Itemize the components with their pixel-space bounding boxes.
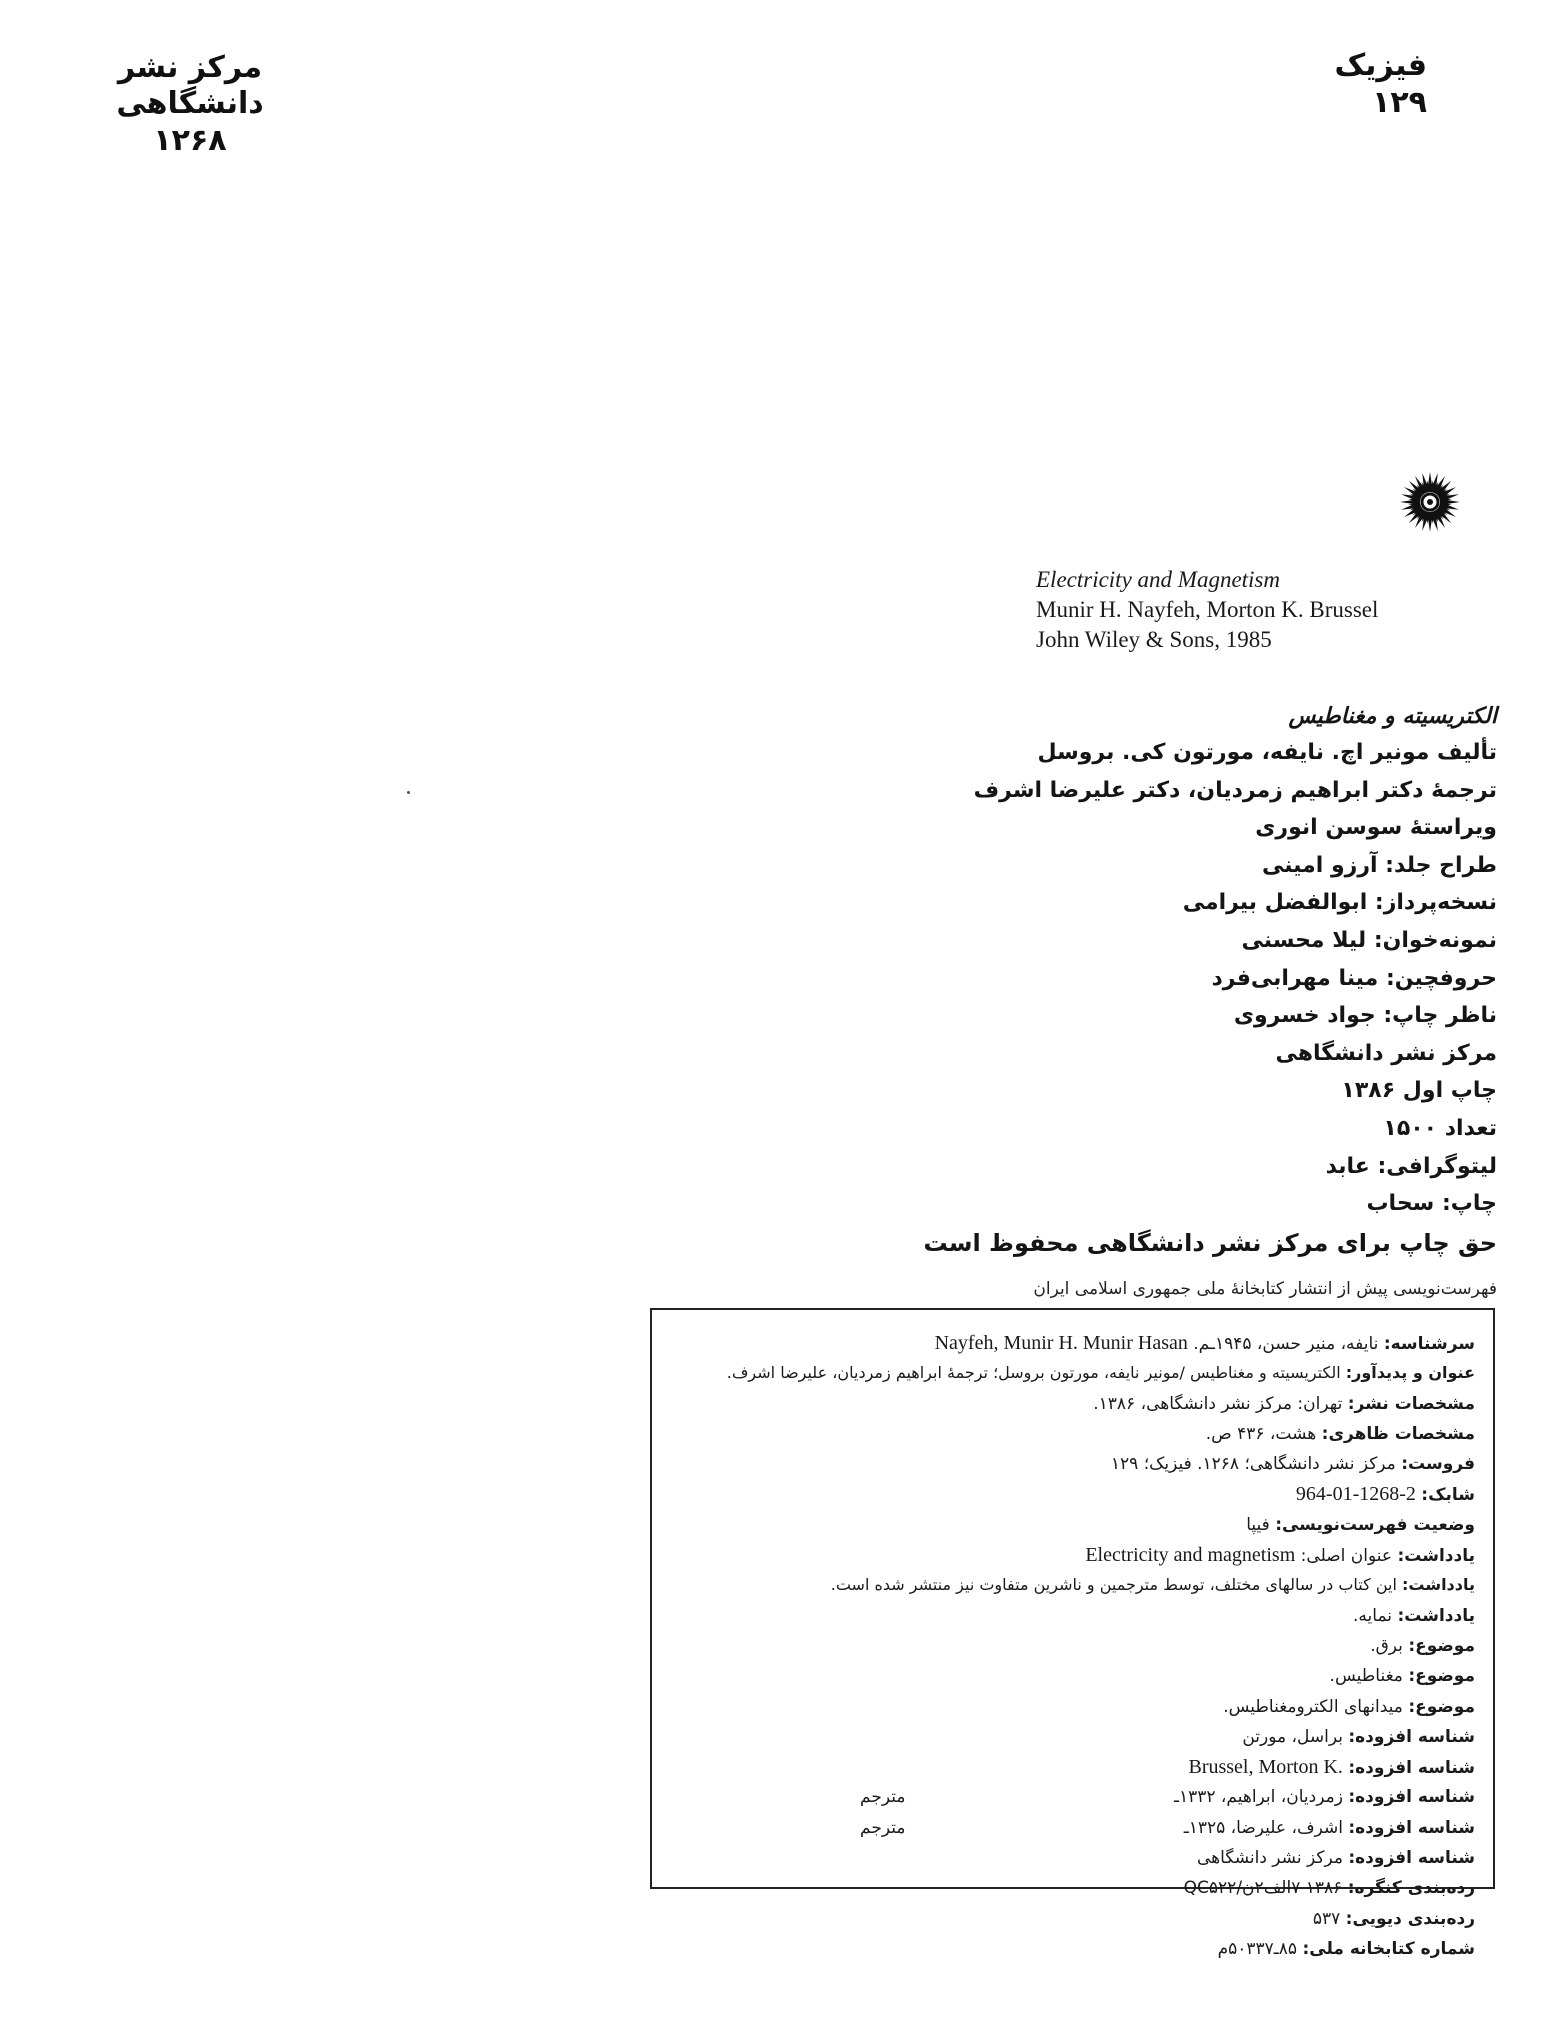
catalog-row-label: فروست: bbox=[1401, 1454, 1475, 1475]
catalog-row-label: شناسه افزوده: bbox=[1348, 1787, 1475, 1808]
catalog-row bbox=[660, 1722, 1475, 1752]
stray-dot bbox=[407, 791, 410, 794]
credit-line: ناظر چاپ: جواد خسروی bbox=[1233, 1003, 1497, 1029]
catalog-caption: فهرست‌نویسی پیش از انتشار کتابخانهٔ ملی جمهوری اسلامی ایران bbox=[1033, 1279, 1497, 1299]
header-series-block bbox=[1167, 48, 1427, 122]
catalog-row-label: شناسه افزوده: bbox=[1348, 1758, 1475, 1779]
catalog-row-label: مشخصات ظاهری: bbox=[1321, 1423, 1475, 1444]
catalog-row-label: موضوع: bbox=[1408, 1635, 1475, 1656]
catalog-row-label: شناسه افزوده: bbox=[1348, 1848, 1475, 1869]
catalog-row bbox=[660, 1510, 1475, 1540]
catalog-row-value: مرکز نشر دانشگاهی bbox=[1197, 1848, 1343, 1869]
catalog-row-label: سرشناسه: bbox=[1383, 1334, 1475, 1354]
catalog-row bbox=[660, 1419, 1475, 1449]
catalog-row bbox=[660, 1934, 1475, 1964]
catalog-row-label: شماره کتابخانه ملی: bbox=[1302, 1938, 1475, 1959]
catalog-row bbox=[660, 1661, 1475, 1691]
catalog-row-label: یادداشت: bbox=[1397, 1546, 1475, 1567]
catalog-row-value: میدانهای الکترومغناطیس. bbox=[1223, 1696, 1403, 1717]
credit-line: چاپ: سحاب bbox=[1366, 1191, 1497, 1217]
catalog-row bbox=[660, 1449, 1475, 1479]
credit-line: طراح جلد: آرزو امینی bbox=[1261, 852, 1497, 878]
catalog-row-value: زمردیان، ابراهیم، ۱۳۳۲ـ bbox=[1174, 1787, 1343, 1808]
credit-line: چاپ اول ۱۳۸۶ bbox=[1341, 1078, 1497, 1104]
catalog-row bbox=[660, 1601, 1475, 1631]
english-publisher: John Wiley & Sons, 1985 bbox=[1036, 627, 1272, 652]
series-name: فیزیک bbox=[1334, 48, 1427, 83]
catalog-row bbox=[660, 1631, 1475, 1661]
credit-line: تعداد ۱۵۰۰ bbox=[1383, 1115, 1497, 1141]
catalog-row-value: نایفه، منیر حسن، ۱۹۴۵ـم. bbox=[1193, 1334, 1379, 1354]
cataloging-record-box bbox=[650, 1308, 1495, 1959]
catalog-row-latin-value: 964-01-1268-2 bbox=[1295, 1483, 1416, 1506]
catalog-row-value: برق. bbox=[1370, 1635, 1403, 1656]
publisher-number: ۱۲۶۸ bbox=[153, 123, 227, 158]
catalog-row-label: یادداشت: bbox=[1397, 1605, 1475, 1626]
credit-line: نسخه‌پرداز: ابوالفضل بیرامی bbox=[1182, 890, 1497, 916]
catalog-row bbox=[660, 1570, 1475, 1600]
credit-line: لیتوگرافی: عابد bbox=[1325, 1153, 1497, 1179]
sunburst-logo-icon bbox=[1398, 470, 1462, 534]
catalog-row bbox=[660, 1328, 1475, 1358]
catalog-row bbox=[660, 1843, 1475, 1873]
catalog-row bbox=[660, 1389, 1475, 1419]
catalog-row bbox=[660, 1540, 1475, 1570]
catalog-row-label: رده‌بندی کنگره: bbox=[1347, 1878, 1475, 1899]
credit-line: تألیف مونیر اچ. نایفه، مورتون کی. بروسل bbox=[1037, 740, 1497, 765]
catalog-row-value: تهران: مرکز نشر دانشگاهی، ۱۳۸۶. bbox=[1093, 1393, 1343, 1414]
persian-credits-block bbox=[797, 700, 1497, 1263]
catalog-row bbox=[660, 1904, 1475, 1934]
catalog-row-latin-value: Brussel, Morton K. bbox=[1188, 1756, 1343, 1779]
catalog-row-value: ۵۳۷ bbox=[1312, 1908, 1341, 1929]
catalog-row-latin-value: Nayfeh, Munir H. Munir Hasan bbox=[934, 1332, 1188, 1354]
publisher-name: مرکز نشر دانشگاهی bbox=[116, 50, 264, 121]
credit-line: ویراستهٔ سوسن انوری bbox=[1255, 815, 1497, 841]
catalog-row-label: مشخصات نشر: bbox=[1347, 1393, 1475, 1414]
catalog-row-label: رده‌بندی دیویی: bbox=[1345, 1908, 1475, 1929]
catalog-row-value: این کتاب در سالهای مختلف، توسط مترجمین و ناشرین متفاوت نیز منتشر شده است. bbox=[830, 1575, 1397, 1595]
english-bibliographic-block bbox=[1036, 565, 1536, 655]
english-title: Electricity and Magnetism bbox=[1036, 567, 1280, 592]
catalog-row-label: عنوان و پدیدآور: bbox=[1345, 1363, 1475, 1383]
cataloging-rows bbox=[660, 1328, 1475, 1964]
catalog-row-label: موضوع: bbox=[1408, 1666, 1475, 1687]
catalog-row-value: عنوان اصلی: bbox=[1300, 1546, 1393, 1567]
catalog-row bbox=[660, 1479, 1475, 1509]
catalog-row-label: موضوع: bbox=[1408, 1696, 1475, 1717]
credit-line: نمونه‌خوان: لیلا محسنی bbox=[1241, 927, 1497, 953]
catalog-row-value: ۸۵ـ۵۰۳۳۷م bbox=[1217, 1938, 1298, 1959]
catalog-row-label: شابک: bbox=[1421, 1485, 1475, 1506]
credit-line: حروفچین: مینا مهرابی‌فرد bbox=[1211, 965, 1497, 991]
catalog-row-label: وضعیت فهرست‌نویسی: bbox=[1275, 1514, 1475, 1535]
catalog-row-value: فیپا bbox=[1246, 1514, 1270, 1535]
persian-title: الکتریسیته و مغناطیس bbox=[1288, 704, 1497, 729]
header-publisher-block bbox=[40, 50, 340, 160]
catalog-row-label: شناسه افزوده: bbox=[1348, 1817, 1475, 1838]
catalog-row-label: یادداشت: bbox=[1402, 1575, 1475, 1595]
credit-line: ترجمهٔ دکتر ابراهیم زمردیان، دکتر علیرضا اشرف bbox=[973, 777, 1497, 803]
catalog-row-value: نمایه. bbox=[1353, 1605, 1393, 1626]
catalog-row-role: مترجم bbox=[860, 1787, 906, 1808]
catalog-row bbox=[660, 1752, 1475, 1782]
catalog-row-role: مترجم bbox=[860, 1817, 906, 1838]
catalog-row-label: شناسه افزوده: bbox=[1348, 1726, 1475, 1747]
english-authors: Munir H. Nayfeh, Morton K. Brussel bbox=[1036, 597, 1379, 622]
catalog-row-latin-value: Electricity and magnetism bbox=[1085, 1544, 1296, 1567]
catalog-row-value: اشرف، علیرضا، ۱۳۲۵ـ bbox=[1183, 1817, 1343, 1838]
catalog-row-value: مغناطیس. bbox=[1329, 1666, 1403, 1687]
catalog-row bbox=[660, 1813, 1475, 1843]
catalog-row-value: مرکز نشر دانشگاهی؛ ۱۲۶۸. فیزیک؛ ۱۲۹ bbox=[1110, 1454, 1396, 1475]
copyright-notice: حق چاپ برای مرکز نشر دانشگاهی محفوظ است bbox=[923, 1228, 1497, 1257]
catalog-row bbox=[660, 1782, 1475, 1812]
catalog-row-value: هشت، ۴۳۶ ص. bbox=[1205, 1423, 1317, 1444]
catalog-row bbox=[660, 1873, 1475, 1903]
catalog-row bbox=[660, 1692, 1475, 1722]
catalog-row bbox=[660, 1358, 1475, 1388]
catalog-row-value: الکتریسیته و مغناطیس /مونیر نایفه، مورتون بروسل؛ ترجمهٔ ابراهیم زمردیان، علیرضا اشرف. bbox=[726, 1363, 1341, 1383]
credit-line: مرکز نشر دانشگاهی bbox=[1275, 1040, 1497, 1066]
catalog-row-value: ۱۳۸۶ ۷الف۲ن/QC۵۲۲ bbox=[1183, 1878, 1343, 1899]
series-number: ۱۲۹ bbox=[1372, 85, 1427, 120]
catalog-row-value: براسل، مورتن bbox=[1242, 1726, 1343, 1747]
